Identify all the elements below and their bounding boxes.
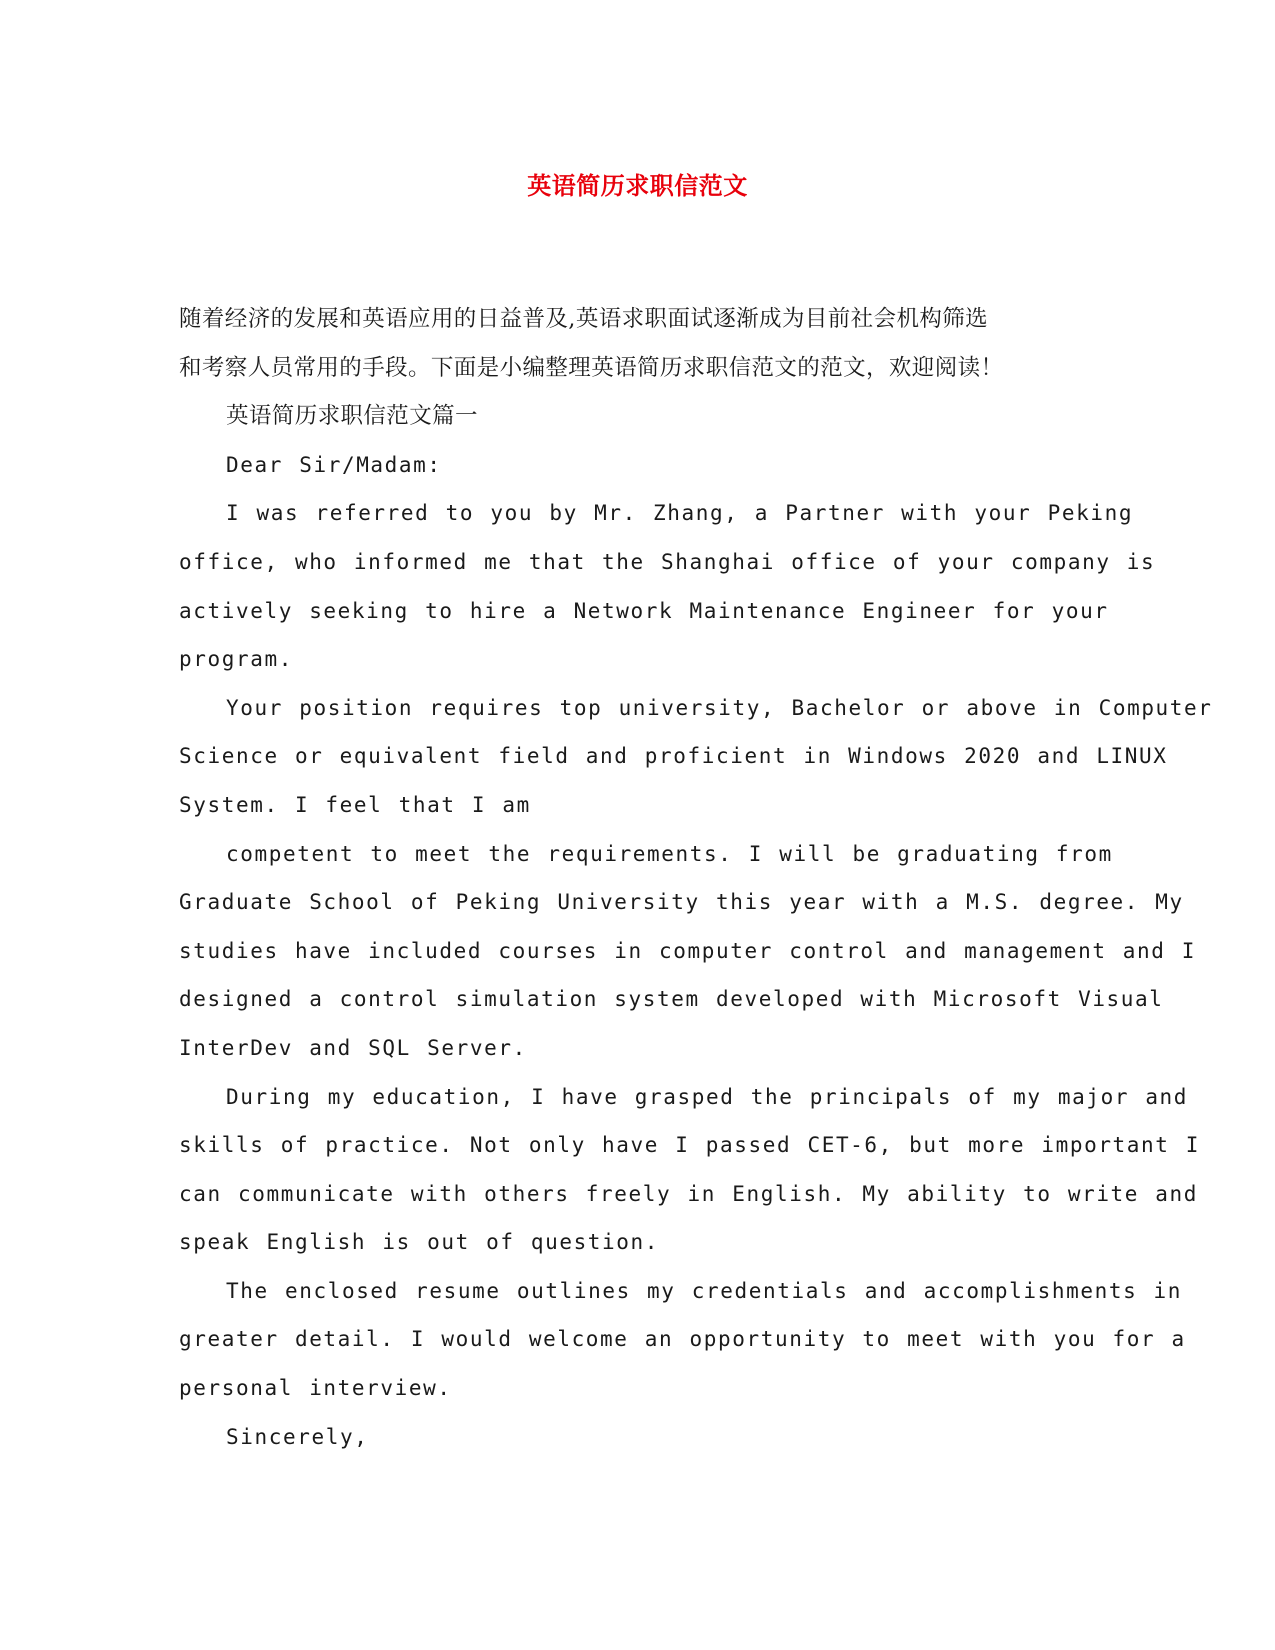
paragraph-5-line-2: greater detail. I would welcome an opportunity to meet with you for a [179,1327,1186,1352]
paragraph-3-line-5: InterDev and SQL Server. [179,1035,527,1060]
paragraph-1-line-3: actively seeking to hire a Network Maintenance Engineer for your [179,598,1109,623]
section-heading: 英语简历求职信范文篇一 [226,403,478,430]
paragraph-4-line-1: During my education, I have grasped the principals of my major and [226,1084,1189,1109]
paragraph-2-line-2: Science or equivalent field and proficient in Windows 2020 and LINUX [179,744,1168,769]
paragraph-5-line-3: personal interview. [179,1376,452,1401]
paragraph-4-line-4: speak English is out of question. [179,1230,660,1255]
paragraph-3-line-4: designed a control simulation system developed with Microsoft Visual [179,987,1164,1012]
salutation: Dear Sir/Madam: [226,452,442,477]
intro-line-2: 和考察人员常用的手段。下面是小编整理英语简历求职信范文的范文，欢迎阅读！ [179,354,1004,381]
paragraph-2-line-3: System. I feel that I am [179,792,531,817]
document-title: 英语简历求职信范文 [527,171,748,200]
paragraph-1-line-1: I was referred to you by Mr. Zhang, a Partner with your Peking [226,501,1134,526]
document-body [179,295,1213,1461]
paragraph-3-line-2: Graduate School of Peking University this year with a M.S. degree. My [179,890,1184,915]
paragraph-2-line-1: Your position requires top university, Bachelor or above in Computer [226,695,1213,720]
paragraph-4-line-3: can communicate with others freely in English. My ability to write and [179,1181,1199,1206]
paragraph-5-line-1: The enclosed resume outlines my credentials and accomplishments in [226,1278,1183,1303]
paragraph-1-line-4: program. [179,647,293,672]
paragraph-1-line-2: office, who informed me that the Shanghai office of your company is [179,549,1156,574]
closing: Sincerely, [226,1424,369,1449]
intro-line-1: 随着经济的发展和英语应用的日益普及,英语求职面试逐渐成为目前社会机构筛选 [179,306,989,332]
paragraph-3-line-3: studies have included courses in computer control and management and I [179,938,1197,963]
paragraph-4-line-2: skills of practice. Not only have I passed CET-6, but more important I [179,1133,1201,1158]
paragraph-3-line-1: competent to meet the requirements. I will be graduating from [226,841,1113,866]
